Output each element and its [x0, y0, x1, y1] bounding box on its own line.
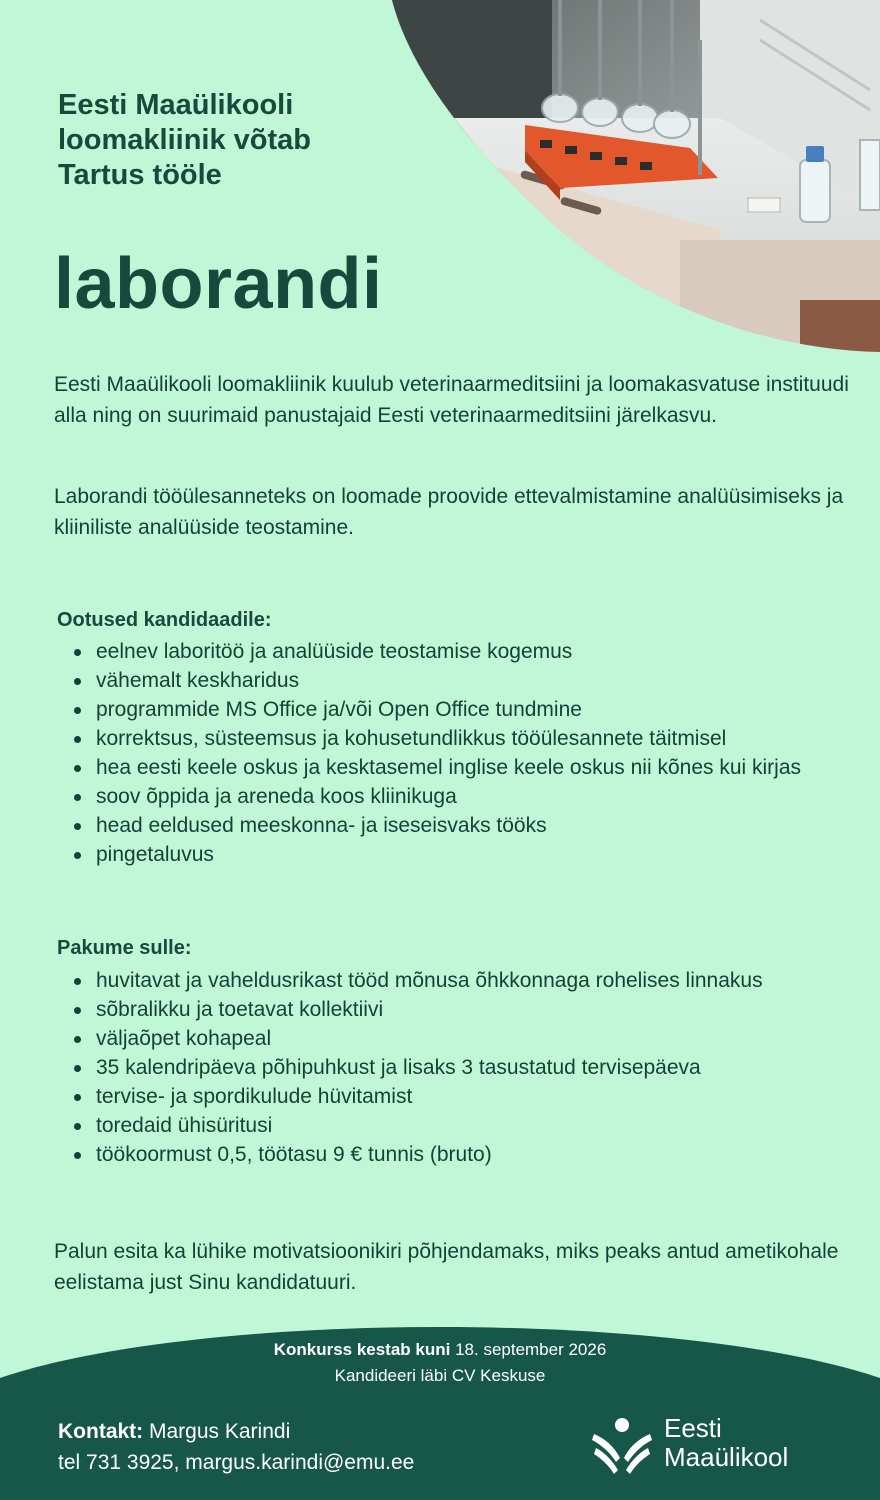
- job-ad-intro: [58, 88, 418, 192]
- list-item: tervise- ja spordikulude hüvitamist: [70, 1082, 860, 1111]
- university-logo-icon: [590, 1416, 654, 1476]
- logo-line: Eesti: [664, 1413, 722, 1443]
- apply-text: Kandideeri läbi CV Keskuse: [334, 1366, 546, 1385]
- intro-line: loomakliinik võtab: [58, 123, 311, 156]
- offer-list: [70, 966, 860, 1169]
- expectations-title: Ootused kandidaadile:: [57, 609, 272, 631]
- duties-paragraph: Laborandi tööülesanneteks on loomade proovide ettevalmistamine analüüsimiseks ja kliiniliste analüüside teostamine.: [54, 485, 844, 539]
- list-item: 35 kalendripäeva põhipuhkust ja lisaks 3 tasustatud tervisepäeva: [70, 1053, 860, 1082]
- position-title: laborandi: [54, 244, 383, 324]
- list-item: programmide MS Office ja/või Open Office tundmine: [70, 695, 860, 724]
- intro-line: Tartus tööle: [58, 158, 222, 191]
- intro-line: Eesti Maaülikooli: [58, 89, 294, 121]
- logo-text: [664, 1414, 788, 1472]
- offer-title: Pakume sulle:: [57, 937, 192, 959]
- list-item: soov õppida ja areneda koos kliinikuga: [70, 782, 860, 811]
- list-item: korrektsus, süsteemsus ja kohusetundlikkus tööülesannete täitmisel: [70, 724, 860, 753]
- list-item: head eeldused meeskonna- ja iseseisvaks tööks: [70, 811, 860, 840]
- list-item: sõbralikku ja toetavat kollektiivi: [70, 995, 860, 1024]
- university-logo: [590, 1414, 840, 1478]
- deadline-label: Konkurss kestab kuni: [273, 1340, 451, 1359]
- expectations-list: [70, 637, 860, 869]
- list-item: väljaõpet kohapeal: [70, 1024, 860, 1053]
- intro-paragraph: Eesti Maaülikooli loomakliinik kuulub veterinaarmeditsiini ja loomakasvatuse instituudi alla ning on suurimaid panustajaid Eesti veterinaarmeditsiini järelkasvu.: [54, 373, 849, 427]
- logo-line: Maaülikool: [664, 1442, 789, 1472]
- list-item: hea eesti keele oskus ja kesktasemel inglise keele oskus nii kõnes kui kirjas: [70, 753, 860, 782]
- contact-label: Kontakt:: [58, 1420, 144, 1443]
- list-item: töökoormust 0,5, töötasu 9 € tunnis (bruto): [70, 1140, 860, 1169]
- contact-details[interactable]: tel 731 3925, margus.karindi@emu.ee: [58, 1451, 415, 1474]
- list-item: pingetaluvus: [70, 840, 860, 869]
- closing-paragraph: Palun esita ka lühike motivatsioonikiri põhjendamaks, miks peaks antud ametikohale eelistama just Sinu kandidatuuri.: [54, 1240, 839, 1294]
- list-item: eelnev laboritöö ja analüüside teostamise kogemus: [70, 637, 860, 666]
- list-item: toredaid ühisüritusi: [70, 1111, 860, 1140]
- contact-name: Margus Karindi: [143, 1420, 291, 1443]
- list-item: huvitavat ja vaheldusrikast tööd mõnusa õhkkonnaga rohelises linnakus: [70, 966, 860, 995]
- contact-block: [58, 1416, 414, 1478]
- list-item: vähemalt keskharidus: [70, 666, 860, 695]
- deadline-date: 18. september 2026: [450, 1340, 607, 1359]
- deadline-line: [0, 1340, 880, 1360]
